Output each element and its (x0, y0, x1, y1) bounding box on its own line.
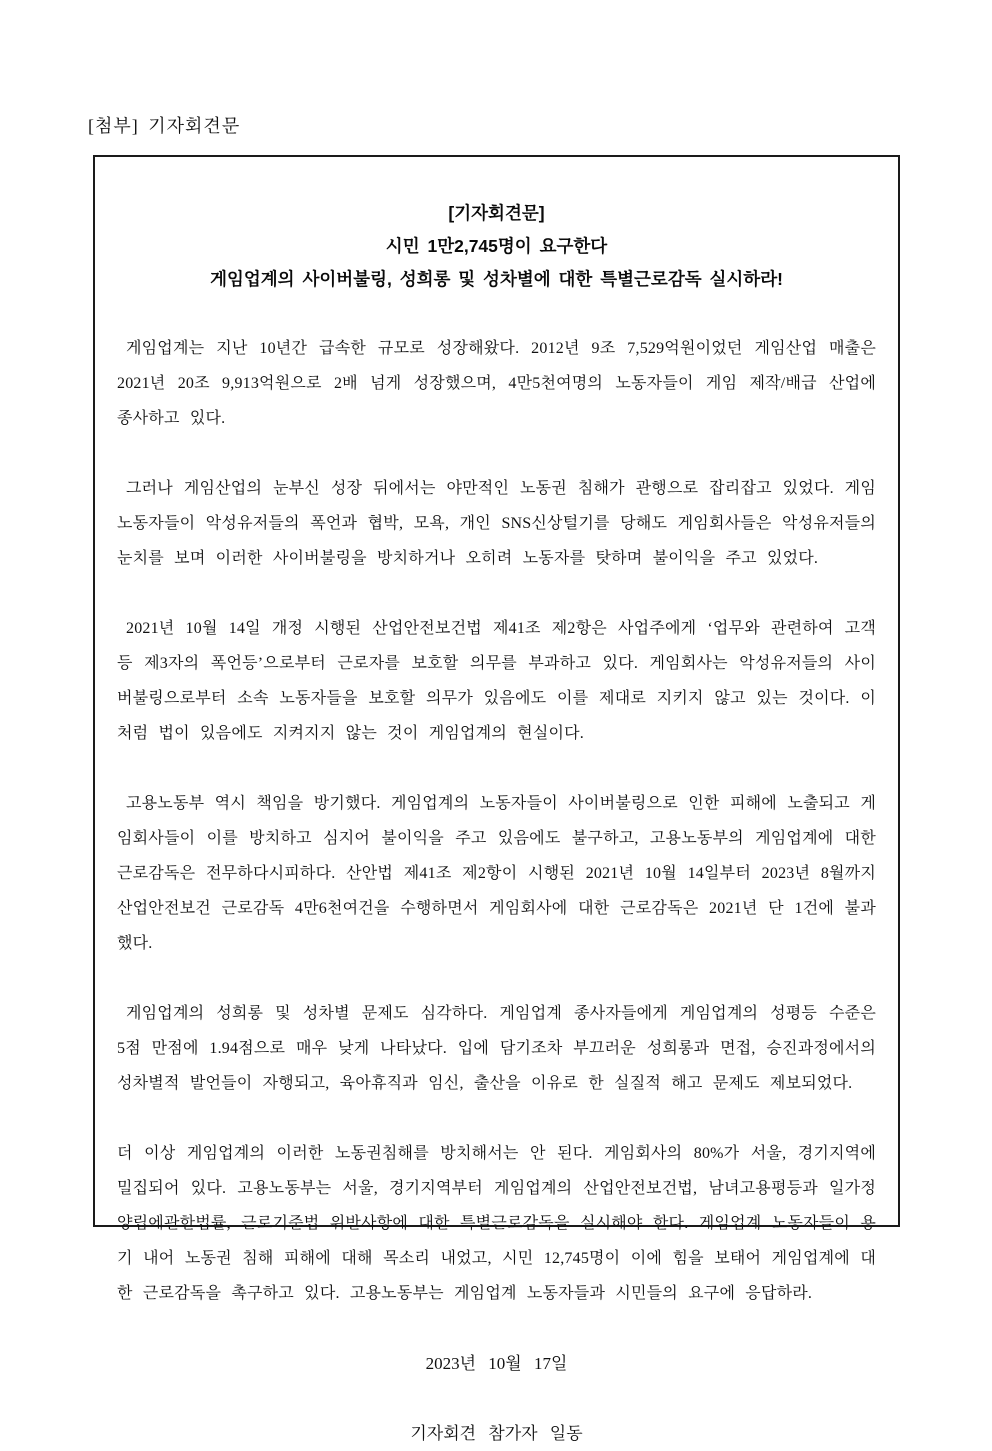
paragraph-demand: 더 이상 게임업계의 이러한 노동권침해를 방치해서는 안 된다. 게임회사의 80%가 서울, 경기지역에 밀집되어 있다. 고용노동부는 서울, 경기지역부터 게임업계의 산업안전보건법, 남녀고용평등과 일가정양립에관한법률, 근로기준법 위반사항에 대한 특별근로감독을 실시해야 한다. 게임업계 노동자들이 용기 내어 노동권 침해 피해에 대해 목소리 내었고, 시민 12,745명이 이에 힘을 보태어 게임업계에 대한 근로감독을 촉구하고 있다. 고용노동부는 게임업계 노동자들과 시민들의 요구에 응답하라. (117, 1145, 876, 1302)
statement-title-line-1: [기자회견문] (448, 203, 545, 223)
statement-box (93, 155, 900, 1443)
statement-signoff: 기자회견 참가자 일동 (410, 1424, 583, 1443)
statement-title-line-2: 시민 1만2,745명이 요구한다 (385, 236, 608, 256)
statement-date: 2023년 10월 17일 (425, 1354, 568, 1373)
paragraph-growth: 게임업계는 지난 10년간 급속한 규모로 성장해왔다. 2012년 9조 7,529억원이었던 게임산업 매출은 2021년 20조 9,913억원으로 2배 넘게 성장했으며, 4만5천여명의 노동자들이 게임 제작/배급 산업에 종사하고 있다. (117, 340, 876, 427)
statement-title (117, 197, 876, 296)
paragraph-harassment: 게임업계의 성희롱 및 성차별 문제도 심각하다. 게임업계 종사자들에게 게임업계의 성평등 수준은 5점 만점에 1.94점으로 매우 낮게 나타났다. 입에 담기조차 부끄러운 성희롱과 면접, 승진과정에서의 성차별적 발언들이 자행되고, 육아휴직과 임신, 출산을 이유로 한 실질적 해고 문제도 제보되었다. (117, 1005, 876, 1092)
attachment-label: [첨부] 기자회견문 (88, 116, 241, 136)
paragraph-cyberbullying: 그러나 게임산업의 눈부신 성장 뒤에서는 야만적인 노동권 침해가 관행으로 잡리잡고 있었다. 게임 노동자들이 악성유저들의 폭언과 협박, 모욕, 개인 SNS신상털기를 당해도 게임회사들은 악성유저들의 눈치를 보며 이러한 사이버불링을 방치하거나 오히려 노동자를 탓하며 불이익을 주고 있었다. (117, 480, 876, 567)
paragraph-law: 2021년 10월 14일 개정 시행된 산업안전보건법 제41조 제2항은 사업주에게 ‘업무와 관련하여 고객등 제3자의 폭언등’으로부터 근로자를 보호할 의무를 부과하고 있다. 게임회사는 악성유저들의 사이버불링으로부터 소속 노동자들을 보호할 의무가 있음에도 이를 제대로 지키지 않고 있는 것이다. 이처럼 법이 있음에도 지켜지지 않는 것이 게임업계의 현실이다. (117, 620, 876, 742)
paragraph-ministry: 고용노동부 역시 책임을 방기했다. 게임업계의 노동자들이 사이버불링으로 인한 피해에 노출되고 게임회사들이 이를 방치하고 심지어 불이익을 주고 있음에도 불구하고, 고용노동부의 게임업계에 대한 근로감독은 전무하다시피하다. 산안법 제41조 제2항이 시행된 2021년 10월 14일부터 2023년 8월까지 산업안전보건 근로감독 4만6천여건을 수행하면서 게임회사에 대한 근로감독은 2021년 단 1건에 불과했다. (117, 795, 876, 952)
statement-title-line-3: 게임업계의 사이버불링, 성희롱 및 성차별에 대한 특별근로감독 실시하라! (210, 269, 783, 289)
